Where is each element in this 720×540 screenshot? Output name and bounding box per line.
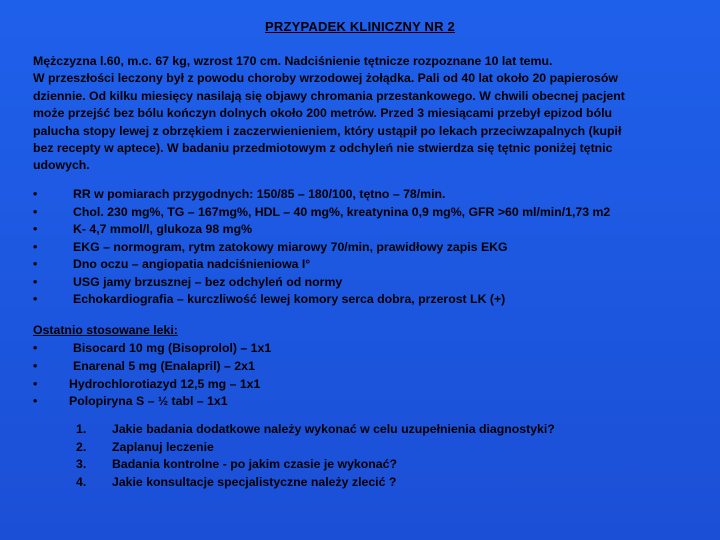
bullet-icon: • — [33, 292, 38, 306]
case-description-line: dziennie. Od kilku miesięcy nasilają się objawy chromania przestankowego. W chwili obecnej pacjent — [33, 88, 625, 103]
bullet-icon: • — [33, 239, 38, 254]
slide-title: PRZYPADEK KLINICZNY NR 2 — [265, 19, 455, 34]
case-description-line: Mężczyzna l.60, m.c. 67 kg, wzrost 170 cm. Nadciśnienie tętnicze rozpoznane 10 lat temu. — [33, 54, 553, 68]
case-description-line: może przejść bez bólu kończyn dolnych około 200 metrów. Przed 3 miesiącami przebył epizod bólu — [33, 106, 613, 121]
list-item — [33, 393, 703, 411]
finding-text: USG jamy brzusznej – bez odchyleń od normy — [73, 274, 343, 289]
list-item — [70, 456, 710, 474]
bullet-icon: • — [33, 358, 38, 373]
list-item — [33, 204, 703, 222]
question-number: 4. — [76, 474, 87, 489]
medication-text: Polopiryna S – ½ tabl – 1x1 — [69, 394, 228, 409]
case-description-line: W przeszłości leczony był z powodu choroby wrzodowej żołądka. Palі od 40 lat około 20 papierosów — [33, 71, 618, 86]
question-text: Jakie badania dodatkowe należy wykonać w celu uzupełnienia diagnostyki? — [112, 422, 555, 436]
list-item — [33, 376, 703, 394]
list-item — [33, 274, 703, 292]
case-description — [33, 53, 693, 175]
finding-text: RR w pomiarach przygodnych: 150/85 – 180/100, tętno – 78/min. — [73, 187, 446, 201]
list-item — [70, 439, 710, 457]
medication-text: Enarenal 5 mg (Enalapril) – 2x1 — [73, 358, 255, 373]
medications-heading: Ostatnio stosowane leki: — [33, 323, 178, 337]
bullet-icon: • — [33, 222, 38, 236]
case-description-line: palucha stopy lewej z obrzękiem i zaczerwienieniem, który ustąpił po lekach przeciwzapalnych (kupił — [33, 123, 622, 138]
question-text: Jakie konsultacje specjalistyczne należy zlecić ? — [112, 474, 397, 489]
list-item — [33, 221, 703, 239]
list-item — [33, 291, 703, 309]
list-item — [33, 256, 703, 274]
bullet-icon: • — [33, 341, 38, 355]
finding-text: K- 4,7 mmol/l, glukoza 98 mg% — [73, 222, 253, 236]
bullet-icon: • — [33, 394, 38, 409]
question-text: Zaplanuj leczenie — [112, 439, 214, 454]
question-text: Badania kontrolne - po jakim czasie je wykonać? — [112, 457, 397, 472]
list-item — [33, 186, 703, 204]
bullet-icon: • — [33, 376, 38, 391]
finding-text: Dno oczu – angiopatia nadciśnieniowa I° — [73, 257, 311, 271]
medication-text: Bisocard 10 mg (Bisoprolol) – 1x1 — [73, 341, 272, 355]
medications-section — [33, 322, 703, 411]
list-item — [33, 239, 703, 257]
question-number: 3. — [76, 457, 87, 472]
list-item — [70, 474, 710, 492]
list-item — [33, 358, 703, 376]
questions-list — [70, 421, 710, 491]
case-description-line: udowych. — [33, 158, 90, 173]
case-description-line: bez recepty w aptece). W badaniu przedmiotowym z odchyleń nie stwierdza się tętnic poniżej tętnic — [33, 141, 613, 156]
findings-list — [33, 186, 703, 309]
list-item — [70, 421, 710, 439]
bullet-icon: • — [33, 274, 38, 289]
bullet-icon: • — [33, 204, 38, 219]
finding-text: EKG – normogram, rytm zatokowy miarowy 70/min, prawidłowy zapis EKG — [73, 239, 508, 254]
finding-text: Chol. 230 mg%, TG – 167mg%, HDL – 40 mg%, kreatynina 0,9 mg%, GFR >60 ml/min/1,73 m2 — [73, 204, 611, 219]
question-number: 2. — [76, 439, 87, 454]
list-item — [33, 340, 703, 358]
medication-text: Hydrochlorotiazyd 12,5 mg – 1x1 — [69, 376, 261, 391]
bullet-icon: • — [33, 187, 38, 201]
finding-text: Echokardiografia – kurczliwość lewej komory serca dobra, przerost LK (+) — [73, 292, 506, 306]
bullet-icon: • — [33, 257, 38, 271]
question-number: 1. — [76, 422, 87, 436]
